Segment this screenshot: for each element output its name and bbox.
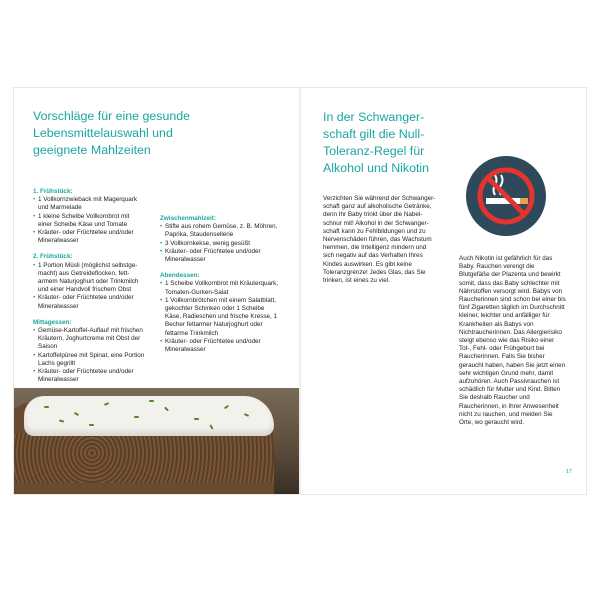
section-title: 1. Frühstück:	[33, 188, 73, 195]
list-item: • 1 kleine Scheibe Vollkornbrot mit einer Scheibe Käse und Tomate	[33, 213, 145, 229]
list-item: • 3 Vollkornkekse, wenig gesüßt	[160, 240, 282, 248]
list-item: • 1 Scheibe Vollkornbrot mit Kräuterquark, Tomaten-Gurken-Salat	[160, 280, 282, 296]
alcohol-paragraph: Verzichten Sie während der Schwangerschaft ganz auf alkoholische Getränke, denn Ihr Baby trinkt über die Nabelschnur mit! Alkohol in der Schwangerschaft kann zu Fehlbildungen und zu Nervenschäden führen, das Wachstum hemmen, die Intelligenz mindern und sich negativ auf das Verhalten Ihres Kindes auswirken. Es gibt keine Toleranzgrenze! Jedes Glas, das Sie trinken, ist eines zu viel.	[323, 195, 436, 285]
item-list	[33, 327, 145, 384]
brochure-spread	[14, 88, 586, 494]
list-item: • Kräuter- oder Früchtetee und/oder Mineralwasser	[160, 248, 282, 264]
page-number: 17	[565, 469, 572, 475]
section-title: Mittagessen:	[33, 318, 72, 326]
list-item: • Kräuter- oder Früchtetee und/oder Mineralwasser	[160, 338, 282, 354]
herb-quark-spread	[24, 396, 274, 436]
list-item: • Kräuter- oder Früchtetee und/oder Mineralwasser	[33, 368, 145, 384]
list-item: • Kräuter- oder Früchtetee und/oder Mineralwasser	[33, 229, 145, 245]
list-item: • Gemüse-Kartoffel-Auflauf mit frischen Kräutern, Joghurtcreme mit Obst der Saison	[33, 327, 145, 352]
left-page-heading: Vorschläge für eine gesunde Lebensmittelauswahl und geeignete Mahlzeiten	[33, 109, 191, 157]
section-title: Abendessen:	[160, 272, 200, 280]
list-item: • 1 Vollkornbrötchen mit einem Salatblatt, gekochter Schinken oder 1 Scheibe Käse, Radieschen und frische Kresse, 1 Becher fettarmer Naturjoghurt oder fettarme Trinkmilch	[160, 297, 282, 338]
item-list	[160, 280, 282, 354]
meal-column-1	[33, 188, 145, 388]
no-smoking-icon	[465, 155, 547, 237]
item-list	[160, 223, 282, 264]
list-item: • Kräuter- oder Früchtetee und/oder Mineralwasser	[33, 294, 145, 310]
section-title: Zwischenmahlzeit:	[160, 215, 216, 222]
nicotine-text	[459, 255, 566, 427]
left-page	[14, 88, 299, 494]
list-item: • Stifte aus rohem Gemüse, z. B. Möhren, Paprika, Staudensellerie	[160, 223, 282, 239]
bread-crumb-texture	[14, 433, 274, 483]
alcohol-text	[323, 195, 436, 285]
item-list	[33, 262, 145, 311]
right-page	[301, 88, 586, 494]
list-item: • Kartoffelpüree mit Spinat, eine Portion Lachs gegrillt	[33, 352, 145, 368]
list-item: • 1 Vollkornzwieback mit Magerquark und Marmelade	[33, 196, 145, 212]
meal-column-2	[160, 215, 282, 358]
bread-photo	[14, 388, 299, 494]
section-title: 2. Frühstück:	[33, 253, 73, 261]
item-list	[33, 196, 145, 245]
right-page-heading: In der Schwangerschaft gilt die Null-Toleranz-Regel für Alkohol und Nikotin	[323, 110, 430, 175]
list-item: • 1 Portion Müsli (möglichst selbstgemacht) aus Getreideflocken, fettarmem Naturjoghurt oder Trinkmilch und einer Handvoll frischem Obst	[33, 262, 145, 295]
nicotine-paragraph: Auch Nikotin ist gefährlich für das Baby. Rauchen verengt die Blutgefäße der Plazenta und bewirkt somit, dass das Baby schlechter mit Nährstoffen versorgt wird. Babys von Raucherinnen sind schon bei einer bis fünf Zigaretten täglich im Durchschnitt kleiner, leichter und anfälliger für Krankheiten als Babys von Nichtraucherinnen. Das Allergierisiko steigt ebenso wie das Risiko einer Tot-, Fehl- oder Frühgeburt bei Raucherinnen. Falls Sie bisher geraucht haben, haben Sie jetzt einen sehr wichtigen Grund mehr, damit aufzuhören. Auch Passivrauchen ist schädlich für Mutter und Kind. Bitten Sie deshalb Raucher und Raucherinnen, in Ihrer Anwesenheit nicht zu rauchen, und meiden Sie Orte, wo geraucht wird.	[459, 255, 566, 427]
